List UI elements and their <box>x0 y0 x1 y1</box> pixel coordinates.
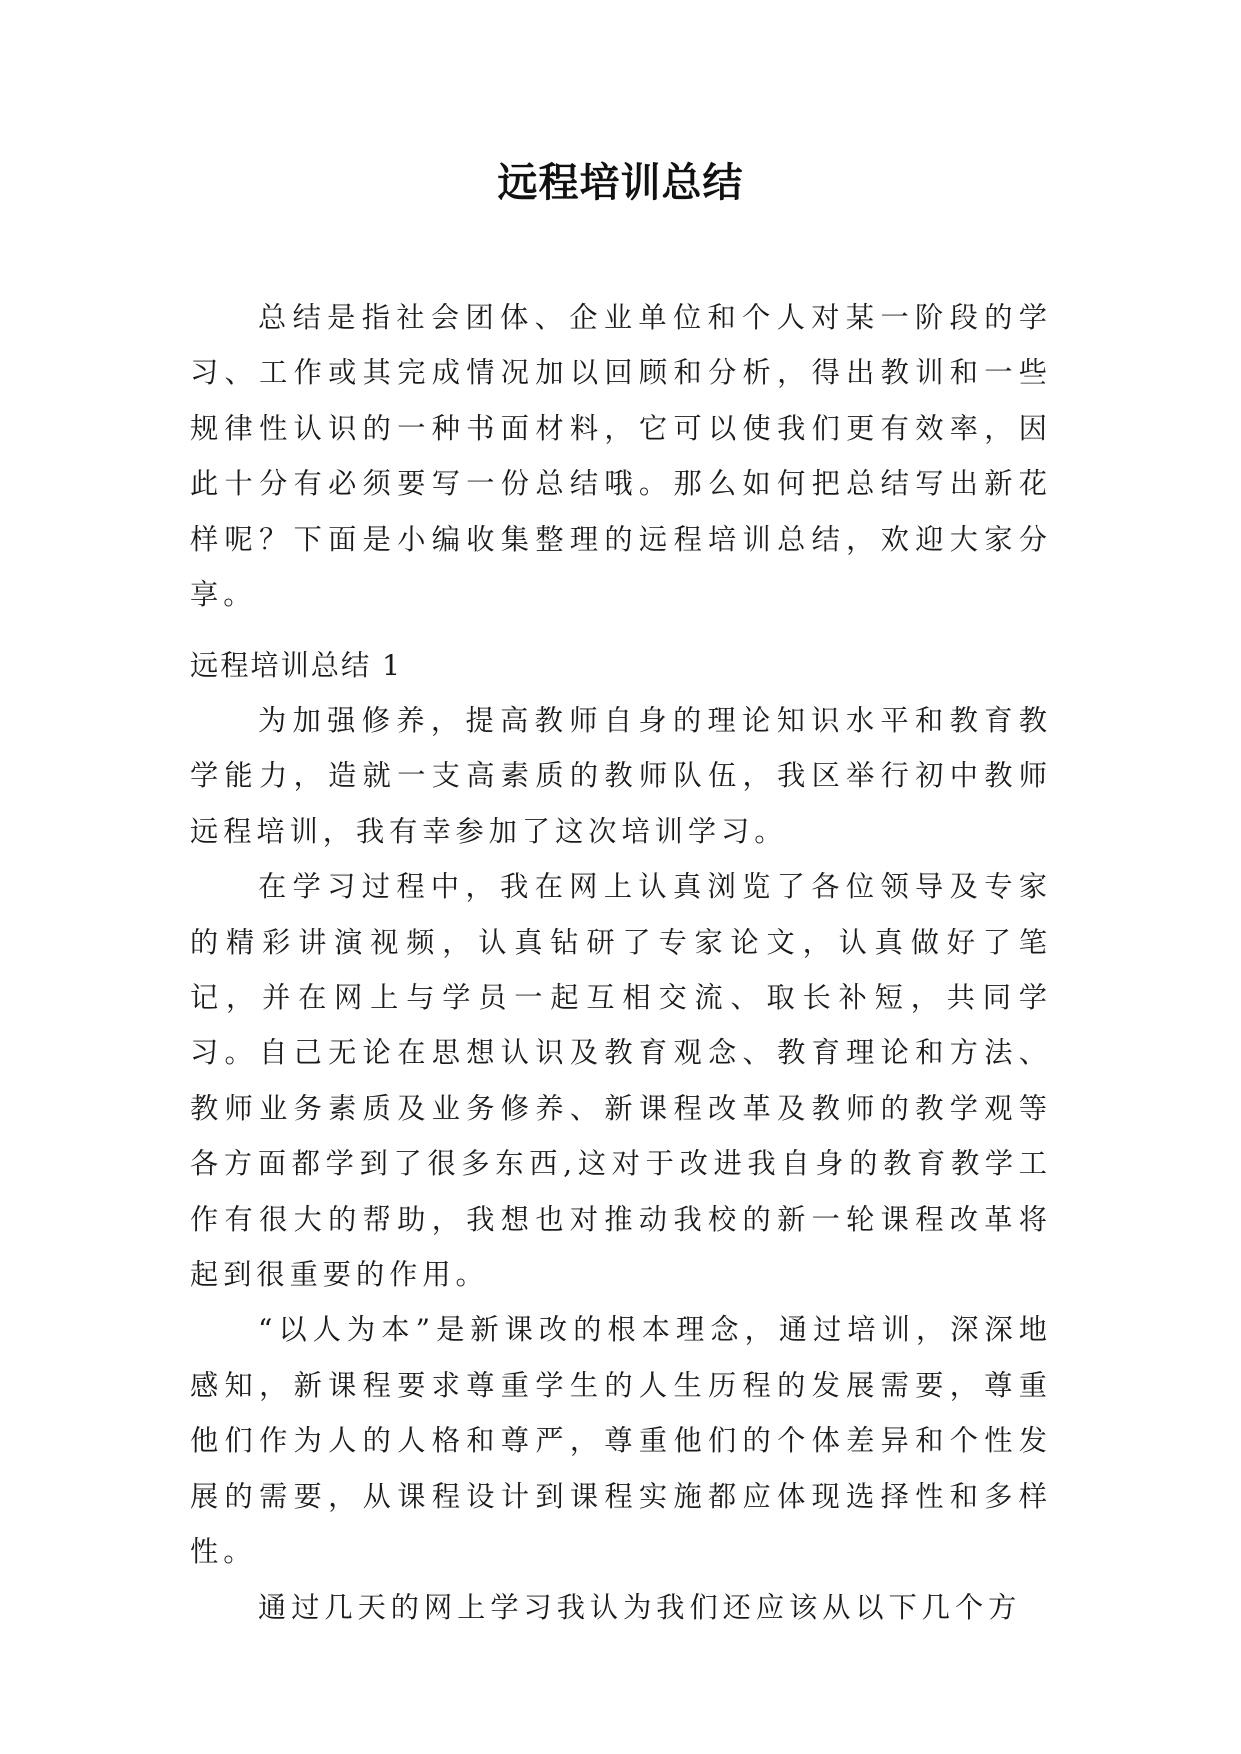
section-body <box>190 693 1052 1635</box>
body-paragraph-2: 在学习过程中，我在网上认真浏览了各位领导及专家的精彩讲演视频，认真钻研了专家论文，认真做好了笔记，并在网上与学员一起互相交流、取长补短，共同学习。自己无论在思想认识及教育观念、教育理论和方法、教师业务素质及业务修养、新课程改革及教师的教学观等各方面都学到了很多东西,这对于改进我自身的教育教学工作有很大的帮助，我想也对推动我校的新一轮课程改革将起到很重要的作用。 <box>190 870 1052 1292</box>
body-paragraph-4: 通过几天的网上学习我认为我们还应该从以下几个方 <box>258 1590 1022 1624</box>
intro-paragraph: 总结是指社会团体、企业单位和个人对某一阶段的学习、工作或其完成情况加以回顾和分析，得出教训和一些规律性认识的一种书面材料，它可以使我们更有效率，因此十分有必须要写一份总结哦。那么如何把总结写出新花样呢？下面是小编收集整理的远程培训总结，欢迎大家分享。 <box>190 301 1052 612</box>
body-paragraph-3: “以人为本”是新课改的根本理念，通过培训，深深地感知，新课程要求尊重学生的人生历程的发展需要，尊重他们作为人的人格和尊严，尊重他们的个体差异和个性发展的需要，从课程设计到课程实施都应体现选择性和多样性。 <box>190 1313 1052 1569</box>
section-heading: 远程培训总结 1 <box>190 649 403 682</box>
body-paragraph-1: 为加强修养，提高教师自身的理论知识水平和教育教学能力，造就一支高素质的教师队伍，我区举行初中教师远程培训，我有幸参加了这次培训学习。 <box>190 704 1052 848</box>
intro-section <box>190 290 1052 622</box>
document-title: 远程培训总结 <box>497 159 744 206</box>
